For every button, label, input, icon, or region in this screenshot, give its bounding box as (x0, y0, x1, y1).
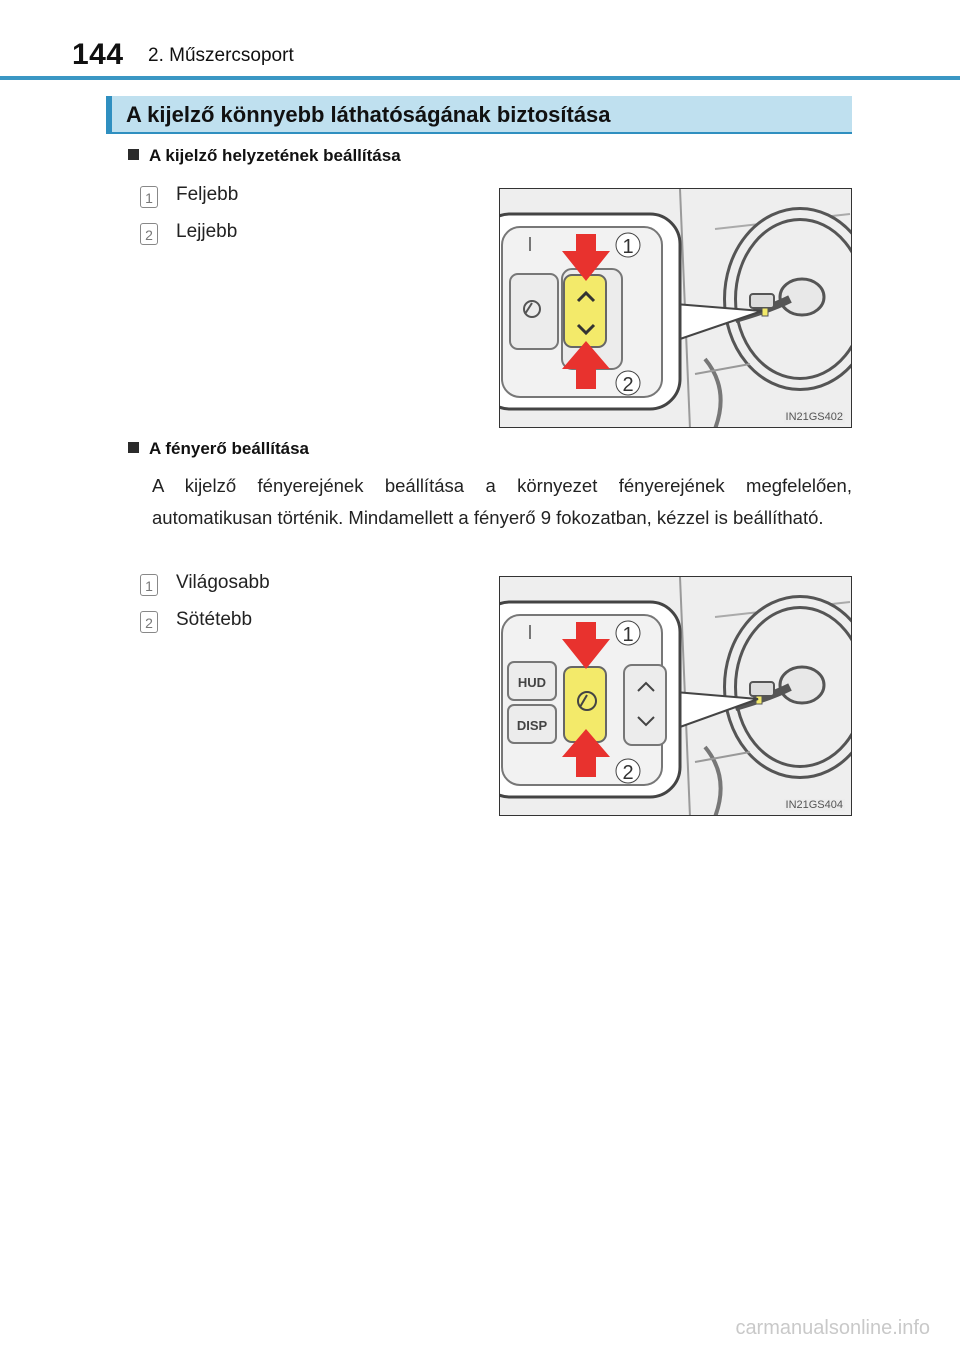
callout-1: 1 (622, 624, 634, 646)
chapter-title: 2. Műszercsoport (148, 45, 294, 66)
position-heading-text: A kijelző helyzetének beállítása (149, 146, 401, 165)
page-number: 144 (72, 38, 124, 71)
figure-code: IN21GS402 (785, 411, 843, 423)
list-item-label: Lejjebb (176, 221, 238, 242)
brightness-heading (128, 439, 309, 459)
square-bullet-icon (128, 149, 139, 160)
brightness-heading-text: A fényerő beállítása (149, 439, 309, 458)
section-bar (106, 96, 852, 134)
list-item-label: Világosabb (176, 572, 270, 593)
callout-1: 1 (622, 236, 634, 258)
brightness-figure (499, 576, 852, 816)
step-number-badge: 1 (140, 574, 158, 596)
position-figure (499, 188, 852, 428)
hud-button-label: HUD (517, 675, 547, 690)
callout-2: 2 (622, 762, 634, 784)
step-number-badge: 2 (140, 223, 158, 245)
list-item-label: Sötétebb (176, 609, 253, 630)
step-number-badge: 2 (140, 611, 158, 633)
figure-code: IN21GS404 (785, 799, 843, 811)
list-item-label: Feljebb (176, 184, 239, 205)
step-number-badge: 1 (140, 186, 158, 208)
callout-2: 2 (622, 374, 634, 396)
position-heading (128, 146, 401, 166)
watermark: carmanualsonline.info (735, 1317, 930, 1339)
header-rule (0, 76, 960, 80)
section-title: A kijelző könnyebb láthatóságának biztosítása (126, 102, 611, 127)
disp-button-label: DISP (516, 718, 548, 733)
square-bullet-icon (128, 442, 139, 453)
brightness-paragraph: A kijelző fényerejének beállítása a környezet fényerejének megfelelően, automatikusan történik. Mindamellett a fényerő 9 fokozatban, kézzel is beállítható. (152, 475, 852, 528)
